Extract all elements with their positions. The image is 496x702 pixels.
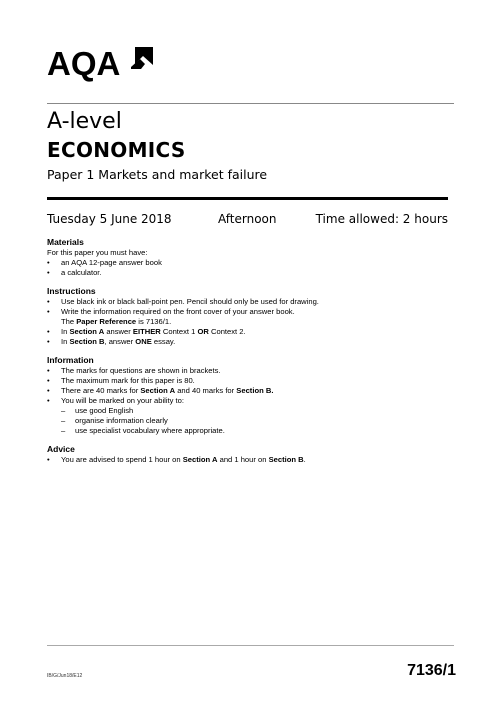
- logo-mark-icon: [131, 47, 153, 71]
- information-item: • You will be marked on your ability to:: [47, 396, 184, 405]
- information-subitem: – use specialist vocabulary where appropriate.: [61, 426, 225, 435]
- instructions-item: • In Section B, answer ONE essay.: [47, 337, 176, 346]
- instructions-item: • Use black ink or black ball-point pen. Pencil should only be used for drawing.: [47, 297, 319, 306]
- instructions-item: • Write the information required on the front cover of your answer book.: [47, 307, 295, 316]
- advice-section: [47, 444, 447, 465]
- information-subitem: – organise information clearly: [61, 416, 168, 425]
- instructions-heading: Instructions: [47, 286, 96, 296]
- materials-item: • an AQA 12-page answer book: [47, 258, 162, 267]
- advice-item: • You are advised to spend 1 hour on Section A and 1 hour on Section B.: [47, 455, 306, 464]
- title-divider: [47, 197, 448, 200]
- exam-session: Afternoon: [218, 212, 277, 226]
- document-code: IB/G/Jun18/E12: [47, 673, 83, 679]
- exam-date: Tuesday 5 June 2018: [47, 212, 172, 226]
- information-item: • There are 40 marks for Section A and 40 marks for Section B.: [47, 386, 274, 395]
- advice-heading: Advice: [47, 444, 75, 454]
- information-section: [47, 355, 447, 436]
- instructions-section: [47, 286, 447, 347]
- paper-title: Paper 1 Markets and market failure: [47, 167, 268, 182]
- instructions-item-continued: The Paper Reference is 7136/1.: [61, 317, 172, 326]
- instructions-item: • In Section A answer EITHER Context 1 OR Context 2.: [47, 327, 246, 336]
- aqa-logo: [47, 47, 155, 81]
- header-divider: [47, 103, 454, 104]
- footer-divider: [47, 645, 454, 646]
- information-heading: Information: [47, 355, 94, 365]
- information-subitem: – use good English: [61, 406, 134, 415]
- paper-reference: 7136/1: [407, 662, 456, 679]
- logo-text: AQA: [47, 45, 121, 82]
- qualification-level: A-level: [47, 109, 122, 134]
- exam-instructions: [47, 237, 447, 473]
- information-item: • The marks for questions are shown in brackets.: [47, 366, 221, 375]
- information-item: • The maximum mark for this paper is 80.: [47, 376, 195, 385]
- subject-title: ECONOMICS: [47, 138, 186, 162]
- materials-heading: Materials: [47, 237, 84, 247]
- materials-item: • a calculator.: [47, 268, 102, 277]
- time-allowed: Time allowed: 2 hours: [315, 212, 448, 226]
- materials-intro: For this paper you must have:: [47, 248, 148, 257]
- materials-section: [47, 237, 447, 278]
